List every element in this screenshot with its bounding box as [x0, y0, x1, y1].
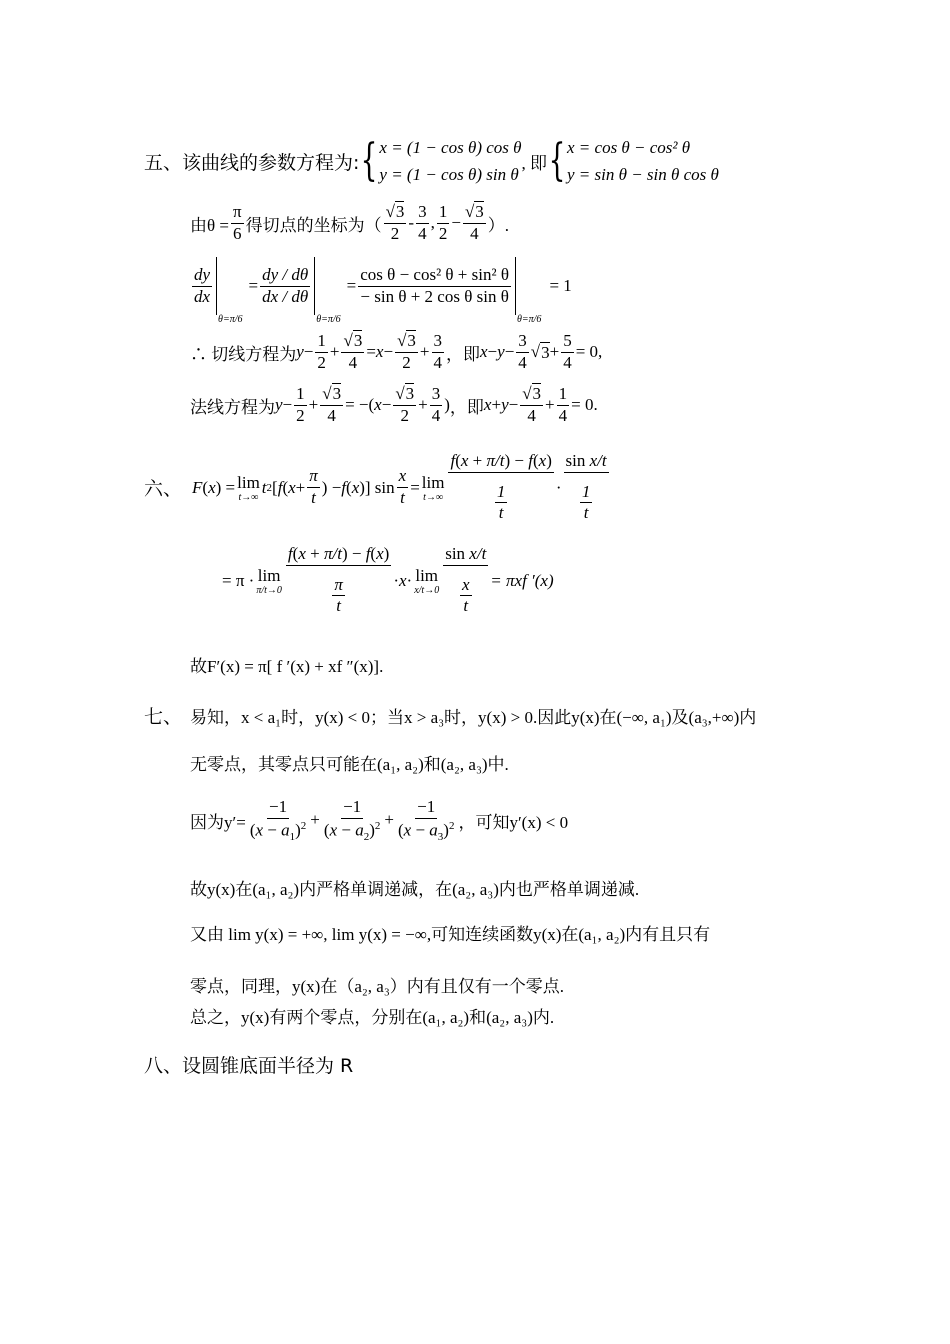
section-7-line-7: 总之，y(x)有两个零点，分别在(a₁, a₂)和(a₂, a₃)内. — [190, 1008, 555, 1027]
tangent-line-equation: ∴ 切线方程为 y − $\frac{1}{2}$ + $\frac{√3}{4}$ = x − $\frac{√3}{2}$ + $\frac{3}{4}$ ，即 x − y − $\frac{3}{4}$ √ 3 + $\frac{5}{4}$ = 0, — [190, 331, 603, 372]
parametric-system-2: x = cos θ − cos² θ y = sin θ − sin θ cos θ — [567, 138, 719, 184]
section-7-line-2: 无零点，其零点只可能在(a₁, a₂)和(a₂, a₃)中. — [190, 755, 509, 774]
section-6-line-1: 六、 F ( x ) = lim t→∞ t 2 [ f ( x + $\frac{\pi}{t}$ ) − f ( x )] sin $\frac{x}{t}$ = lim t→∞ $\frac{f(x + \pi/t) - f(x)}{\frac{1}{t}}$ · $\frac{\text{sin x/t}}{\frac{1}{t}}$ — [144, 451, 607, 523]
section-8-title: 八、设圆锥底面半径为 R — [144, 1055, 354, 1077]
section-7-title: 七、 — [144, 706, 183, 728]
section-7-line-5: 又由 lim y(x) = +∞, lim y(x) = −∞,可知连续函数y(x)在(a₁, a₂)内有且只有 — [190, 925, 711, 944]
section-7-line-1: 七、 易知，x < a₁时，y(x) < 0；当x > a₃时，y(x) > 0.因此y(x)在(−∞, a₁)及(a₃,+∞)内 — [144, 702, 756, 729]
parametric-system-1: x = (1 − cos θ) cos θ y = (1 − cos θ) sin θ — [379, 138, 522, 184]
section-6-line-2: = π · lim π/t→0 $\frac{f(x + \pi/t) - f(x)}{\frac{\pi}{t}}$ · x · lim x/t→0 $\frac{\text{sin x/t}}{\frac{x}{t}}$ = πxf ′(x) — [222, 544, 554, 616]
brace-left-2: { — [548, 135, 566, 186]
connector-text: , 即 — [521, 153, 547, 173]
section-7-line-4: 故y(x)在(a₁, a₂)内严格单调递减，在(a₂, a₃)内也严格单调递减. — [190, 880, 640, 899]
section-6-title: 六、 — [144, 478, 183, 501]
section-5-header — [144, 134, 719, 188]
section-7-derivative: 因为y′= $\frac{-1}{(x - a_1)^2}$ + $\frac{-1}{(x - a_2)^2}$ + $\frac{-1}{(x - a_3)^2}$ ，可知y′(x) < 0 — [190, 797, 569, 843]
section-7-line-6: 零点，同理，y(x)在（a₂, a₃）内有且仅有一个零点. — [190, 977, 565, 996]
section-5-title: 五、该曲线的参数方程为: — [144, 151, 360, 174]
section-6-conclusion: 故F′(x) = π[ f ′(x) + xf ″(x)]. — [190, 657, 384, 676]
derivative-evaluation: $\frac{dy}{dx}$ θ=π/6 = $\frac{dy / d\theta}{dx / d\theta}$ θ=π/6 = $\frac{\text{cos θ − cos² θ + sin² θ}}{\text{− sin θ + 2 cos θ sin θ}}$ θ=π/6 = 1 — [190, 257, 572, 315]
brace-left: { — [361, 135, 378, 186]
normal-line-equation: 法线方程为 y − $\frac{1}{2}$ + $\frac{√3}{4}$ = −( x − $\frac{√3}{2}$ + $\frac{3}{4}$ ) ，即 x + y − $\frac{√3}{4}$ + $\frac{1}{4}$ = 0. — [190, 384, 598, 425]
tangent-point-line: 由θ = $\frac{\pi}{6}$ 得切点的坐标为（ $\frac{√3}{2}$ - $\frac{3}{4}$ , $\frac{1}{2}$ − $\frac{√3}{4}$ ）. — [190, 202, 510, 243]
